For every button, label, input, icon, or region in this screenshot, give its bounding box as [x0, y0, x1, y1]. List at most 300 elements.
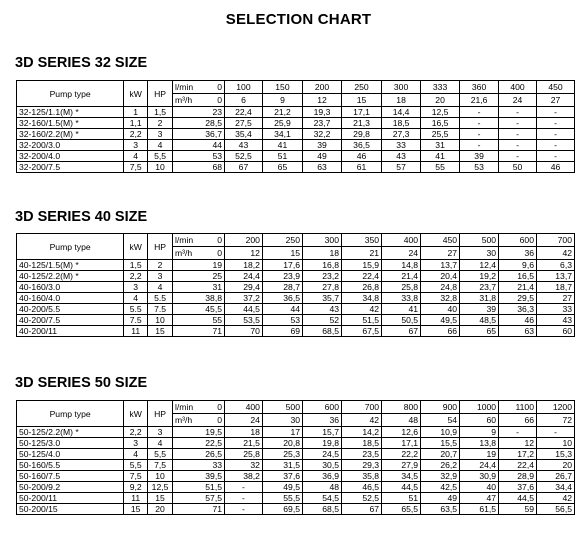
head-value-cell: 33,8 — [382, 293, 421, 304]
table-row — [17, 282, 575, 293]
pump-type-cell: 40-200/11 — [17, 326, 124, 337]
head-value-cell: 29,5 — [499, 293, 537, 304]
pump-type-cell: 50-200/9.2 — [17, 482, 124, 493]
head-value-cell: 52 — [303, 315, 342, 326]
head-value-cell: 65 — [262, 162, 302, 173]
head-value-cell: 23,9 — [262, 271, 302, 282]
head-value-cell: 39 — [460, 151, 499, 162]
flow-m3h-header: 6 — [225, 94, 263, 107]
head-value-cell: 14,8 — [382, 260, 421, 271]
head-value-cell: 44 — [262, 304, 302, 315]
head-value-cell: 31 — [173, 282, 225, 293]
head-value-cell: 12 — [499, 438, 537, 449]
head-value-cell: - — [499, 427, 537, 438]
flow-lmin-header: 100 — [225, 81, 263, 94]
head-value-cell: 13,8 — [460, 438, 499, 449]
table-row — [17, 107, 575, 118]
head-value-cell: 57,5 — [173, 493, 225, 504]
head-value-cell: 46 — [342, 151, 382, 162]
head-value-cell: 50 — [499, 162, 537, 173]
section-title: 3D SERIES 40 SIZE — [15, 209, 148, 225]
head-value-cell: 9,6 — [499, 260, 537, 271]
flow-m3h-header: 54 — [421, 414, 460, 427]
head-value-cell: 17,1 — [382, 438, 421, 449]
flow-lmin-header: 150 — [262, 81, 302, 94]
head-value-cell: 21,4 — [382, 271, 421, 282]
table-row — [17, 260, 575, 271]
head-value-cell: 39 — [460, 304, 499, 315]
head-value-cell: 27,5 — [225, 118, 263, 129]
head-value-cell: 17,2 — [499, 449, 537, 460]
head-value-cell: 23,7 — [303, 118, 342, 129]
table-row — [17, 140, 575, 151]
head-value-cell: 45,5 — [173, 304, 225, 315]
head-value-cell: 16,5 — [499, 271, 537, 282]
head-value-cell: 18,2 — [225, 260, 263, 271]
flow-lmin-header: 400 — [225, 401, 263, 414]
head-value-cell: 50,5 — [382, 315, 421, 326]
flow-unit-label: m³/h — [175, 248, 193, 258]
head-value-cell: 39 — [303, 140, 342, 151]
head-value-cell: 35,7 — [303, 293, 342, 304]
head-value-cell: 49 — [421, 493, 460, 504]
head-value-cell: 19 — [173, 260, 225, 271]
flow-unit-m3h — [173, 94, 225, 107]
head-value-cell: 19,2 — [460, 271, 499, 282]
head-value-cell: 55 — [173, 315, 225, 326]
pump-type-cell: 32-200/4.0 — [17, 151, 124, 162]
head-value-cell: 17,1 — [342, 107, 382, 118]
head-value-cell: 39,5 — [173, 471, 225, 482]
flow-m3h-header: 27 — [421, 247, 460, 260]
flow-lmin-header: 200 — [303, 81, 342, 94]
head-value-cell: 37,6 — [262, 471, 302, 482]
table-row — [17, 326, 575, 337]
head-value-cell: 31,8 — [460, 293, 499, 304]
hp-cell: 3 — [148, 129, 173, 140]
head-value-cell: 34,1 — [262, 129, 302, 140]
head-value-cell: 12,4 — [460, 260, 499, 271]
flow-unit-m3h — [173, 247, 225, 260]
head-value-cell: 56,5 — [537, 504, 575, 515]
head-value-cell: 27,9 — [382, 460, 421, 471]
head-value-cell: 67,5 — [342, 326, 382, 337]
head-value-cell: - — [537, 107, 575, 118]
flow-lmin-header: 450 — [537, 81, 575, 94]
pump-type-cell: 50-200/15 — [17, 504, 124, 515]
flow-m3h-header: 20 — [421, 94, 460, 107]
head-value-cell: 12,5 — [421, 107, 460, 118]
head-value-cell: 65 — [460, 326, 499, 337]
head-value-cell: 66 — [421, 326, 460, 337]
head-value-cell: 59 — [499, 504, 537, 515]
head-value-cell: 27,8 — [303, 282, 342, 293]
head-value-cell: 36,9 — [303, 471, 342, 482]
head-value-cell: 67 — [382, 326, 421, 337]
head-value-cell: 61 — [342, 162, 382, 173]
head-value-cell: 42 — [342, 304, 382, 315]
head-value-cell: 16,5 — [421, 118, 460, 129]
head-value-cell: 31,5 — [262, 460, 302, 471]
flow-unit-label: m³/h — [175, 95, 193, 105]
flow-m3h-header: 36 — [499, 247, 537, 260]
head-value-cell: 28,7 — [262, 282, 302, 293]
table-row — [17, 271, 575, 282]
head-value-cell: - — [537, 151, 575, 162]
head-value-cell: 47 — [460, 493, 499, 504]
head-value-cell: 14,2 — [342, 427, 382, 438]
head-value-cell: 19 — [460, 449, 499, 460]
pump-type-cell: 32-125/1.1(M) * — [17, 107, 124, 118]
head-value-cell: 19,5 — [173, 427, 225, 438]
head-value-cell: 14,4 — [382, 107, 421, 118]
head-value-cell: 22,2 — [382, 449, 421, 460]
head-value-cell: 34,4 — [537, 482, 575, 493]
head-value-cell: - — [460, 129, 499, 140]
flow-lmin-header: 300 — [382, 81, 421, 94]
head-value-cell: 23,7 — [460, 282, 499, 293]
selection-table — [16, 233, 575, 337]
flow-lmin-header: 250 — [342, 81, 382, 94]
head-value-cell: 43 — [537, 315, 575, 326]
head-value-cell: 25,8 — [382, 282, 421, 293]
flow-m3h-header: 12 — [225, 247, 263, 260]
kw-cell: 3 — [124, 282, 148, 293]
hp-cell: 15 — [148, 493, 173, 504]
head-value-cell: 68,5 — [303, 504, 342, 515]
head-value-cell: 52,5 — [342, 493, 382, 504]
head-value-cell: 41 — [421, 151, 460, 162]
flow-m3h-header: 15 — [342, 94, 382, 107]
head-value-cell: 67 — [342, 504, 382, 515]
header-row — [17, 81, 575, 94]
table-row — [17, 427, 575, 438]
flow-m3h-header: 36 — [303, 414, 342, 427]
head-value-cell: 71 — [173, 326, 225, 337]
flow-unit-m3h — [173, 414, 225, 427]
head-value-cell: 51,5 — [173, 482, 225, 493]
head-value-cell: 38,8 — [173, 293, 225, 304]
head-value-cell: 27 — [537, 293, 575, 304]
pump-type-cell: 40-160/4.0 — [17, 293, 124, 304]
column-header-hp: HP — [148, 81, 173, 107]
flow-value: 0 — [217, 402, 222, 412]
flow-value: 0 — [217, 248, 222, 258]
head-value-cell: 10 — [537, 438, 575, 449]
kw-cell: 7,5 — [124, 471, 148, 482]
head-value-cell: 69 — [262, 326, 302, 337]
hp-cell: 15 — [148, 326, 173, 337]
head-value-cell: 21,5 — [225, 438, 263, 449]
page-title: SELECTION CHART — [225, 11, 372, 28]
head-value-cell: 53 — [173, 151, 225, 162]
head-value-cell: 25 — [173, 271, 225, 282]
flow-unit-label: l/min — [175, 235, 194, 245]
column-header-pump: Pump type — [17, 401, 124, 427]
head-value-cell: 19,3 — [303, 107, 342, 118]
kw-cell: 2,2 — [124, 129, 148, 140]
head-value-cell: 46 — [537, 162, 575, 173]
head-value-cell: 20 — [537, 460, 575, 471]
kw-cell: 7.5 — [124, 315, 148, 326]
head-value-cell: 15,9 — [342, 260, 382, 271]
head-value-cell: - — [460, 107, 499, 118]
hp-cell: 10 — [148, 471, 173, 482]
pump-type-cell: 32-160/1.5(M) * — [17, 118, 124, 129]
selection-table — [16, 400, 575, 515]
pump-type-cell: 50-125/2.2(M) * — [17, 427, 124, 438]
pump-type-cell: 40-125/2.2(M) * — [17, 271, 124, 282]
hp-cell: 3 — [148, 427, 173, 438]
head-value-cell: 26,2 — [421, 460, 460, 471]
flow-lmin-header: 400 — [382, 234, 421, 247]
head-value-cell: 30,5 — [303, 460, 342, 471]
head-value-cell: - — [499, 118, 537, 129]
hp-cell: 5,5 — [148, 449, 173, 460]
table-row — [17, 118, 575, 129]
flow-lmin-header: 700 — [342, 401, 382, 414]
head-value-cell: 32,2 — [303, 129, 342, 140]
head-value-cell: 23,2 — [303, 271, 342, 282]
flow-m3h-header: 24 — [382, 247, 421, 260]
flow-lmin-header: 1000 — [460, 401, 499, 414]
flow-unit-lmin — [173, 401, 225, 414]
flow-lmin-header: 250 — [262, 234, 302, 247]
head-value-cell: 40 — [421, 304, 460, 315]
head-value-cell: 69,5 — [262, 504, 302, 515]
head-value-cell: 37,2 — [225, 293, 263, 304]
head-value-cell: 40 — [460, 482, 499, 493]
flow-lmin-header: 500 — [262, 401, 302, 414]
head-value-cell: 32 — [225, 460, 263, 471]
head-value-cell: 52,5 — [225, 151, 263, 162]
table-row — [17, 438, 575, 449]
hp-cell: 4 — [148, 140, 173, 151]
hp-cell: 2 — [148, 118, 173, 129]
flow-lmin-header: 333 — [421, 81, 460, 94]
head-value-cell: 17,6 — [262, 260, 302, 271]
flow-m3h-header: 66 — [499, 414, 537, 427]
head-value-cell: 15,3 — [537, 449, 575, 460]
head-value-cell: 55,5 — [262, 493, 302, 504]
head-value-cell: 26,5 — [173, 449, 225, 460]
flow-m3h-header: 9 — [262, 94, 302, 107]
flow-m3h-header: 42 — [537, 247, 575, 260]
pump-type-cell: 50-160/7.5 — [17, 471, 124, 482]
head-value-cell: 25,9 — [262, 118, 302, 129]
pump-type-cell: 32-200/7.5 — [17, 162, 124, 173]
head-value-cell: 43 — [303, 304, 342, 315]
kw-cell: 4 — [124, 151, 148, 162]
hp-cell: 5.5 — [148, 293, 173, 304]
flow-unit-label: m³/h — [175, 415, 193, 425]
head-value-cell: - — [499, 107, 537, 118]
head-value-cell: 25,5 — [421, 129, 460, 140]
flow-value: 0 — [217, 415, 222, 425]
head-value-cell: - — [225, 493, 263, 504]
head-value-cell: 24,4 — [460, 460, 499, 471]
column-header-pump: Pump type — [17, 81, 124, 107]
head-value-cell: 17 — [262, 427, 302, 438]
kw-cell: 2,2 — [124, 427, 148, 438]
flow-m3h-header: 60 — [460, 414, 499, 427]
head-value-cell: 22,4 — [342, 271, 382, 282]
head-value-cell: 61,5 — [460, 504, 499, 515]
flow-m3h-header: 30 — [460, 247, 499, 260]
head-value-cell: 34,5 — [382, 471, 421, 482]
head-value-cell: 48,5 — [460, 315, 499, 326]
flow-unit-label: l/min — [175, 82, 194, 92]
pump-type-cell: 50-125/4.0 — [17, 449, 124, 460]
head-value-cell: 15,5 — [421, 438, 460, 449]
hp-cell: 5,5 — [148, 151, 173, 162]
head-value-cell: 10,9 — [421, 427, 460, 438]
flow-lmin-header: 450 — [421, 234, 460, 247]
head-value-cell: 29,4 — [225, 282, 263, 293]
head-value-cell: 36,5 — [342, 140, 382, 151]
head-value-cell: 49,5 — [421, 315, 460, 326]
head-value-cell: 37,6 — [499, 482, 537, 493]
head-value-cell: - — [460, 118, 499, 129]
flow-m3h-header: 72 — [537, 414, 575, 427]
head-value-cell: 68 — [173, 162, 225, 173]
flow-unit-lmin — [173, 81, 225, 94]
head-value-cell: 36,3 — [499, 304, 537, 315]
head-value-cell: 44 — [173, 140, 225, 151]
head-value-cell: 42 — [537, 493, 575, 504]
head-value-cell: 6,3 — [537, 260, 575, 271]
hp-cell: 12,5 — [148, 482, 173, 493]
flow-m3h-header: 12 — [303, 94, 342, 107]
kw-cell: 1,5 — [124, 260, 148, 271]
pump-type-cell: 32-200/3.0 — [17, 140, 124, 151]
hp-cell: 7,5 — [148, 460, 173, 471]
head-value-cell: 18,7 — [537, 282, 575, 293]
head-value-cell: 38,2 — [225, 471, 263, 482]
flow-m3h-header: 21,6 — [460, 94, 499, 107]
column-header-kw: kW — [124, 81, 148, 107]
head-value-cell: 48 — [303, 482, 342, 493]
head-value-cell: 22,4 — [499, 460, 537, 471]
pump-type-cell: 40-160/3.0 — [17, 282, 124, 293]
hp-cell: 4 — [148, 282, 173, 293]
head-value-cell: - — [499, 129, 537, 140]
head-value-cell: 20,8 — [262, 438, 302, 449]
head-value-cell: 36,7 — [173, 129, 225, 140]
selection-table — [16, 80, 575, 173]
head-value-cell: 29,3 — [342, 460, 382, 471]
table-row — [17, 482, 575, 493]
flow-value: 0 — [217, 95, 222, 105]
head-value-cell: - — [537, 118, 575, 129]
kw-cell: 1 — [124, 107, 148, 118]
head-value-cell: 28,9 — [499, 471, 537, 482]
head-value-cell: 21,4 — [499, 282, 537, 293]
kw-cell: 7,5 — [124, 162, 148, 173]
flow-m3h-header: 48 — [382, 414, 421, 427]
head-value-cell: 33 — [173, 460, 225, 471]
head-value-cell: 22,4 — [225, 107, 263, 118]
head-value-cell: 41 — [382, 304, 421, 315]
head-value-cell: 41 — [262, 140, 302, 151]
head-value-cell: - — [499, 151, 537, 162]
head-value-cell: 26,8 — [342, 282, 382, 293]
head-value-cell: 9 — [460, 427, 499, 438]
head-value-cell: 18 — [225, 427, 263, 438]
flow-lmin-header: 600 — [303, 401, 342, 414]
flow-lmin-header: 350 — [342, 234, 382, 247]
head-value-cell: 65,5 — [382, 504, 421, 515]
kw-cell: 15 — [124, 504, 148, 515]
head-value-cell: 44,5 — [225, 304, 263, 315]
head-value-cell: - — [537, 140, 575, 151]
flow-m3h-header: 21 — [342, 247, 382, 260]
head-value-cell: 46 — [499, 315, 537, 326]
head-value-cell: - — [460, 140, 499, 151]
head-value-cell: 30,9 — [460, 471, 499, 482]
head-value-cell: 51,5 — [342, 315, 382, 326]
kw-cell: 11 — [124, 493, 148, 504]
column-header-kw: kW — [124, 234, 148, 260]
pump-type-cell: 32-160/2.2(M) * — [17, 129, 124, 140]
flow-lmin-header: 300 — [303, 234, 342, 247]
head-value-cell: 31 — [421, 140, 460, 151]
head-value-cell: 49 — [303, 151, 342, 162]
head-value-cell: 23 — [173, 107, 225, 118]
flow-lmin-header: 360 — [460, 81, 499, 94]
head-value-cell: 34,8 — [342, 293, 382, 304]
head-value-cell: 27,3 — [382, 129, 421, 140]
flow-m3h-header: 18 — [303, 247, 342, 260]
head-value-cell: - — [499, 140, 537, 151]
head-value-cell: 44,5 — [499, 493, 537, 504]
head-value-cell: 24,5 — [303, 449, 342, 460]
head-value-cell: 18,5 — [342, 438, 382, 449]
hp-cell: 10 — [148, 162, 173, 173]
kw-cell: 5,5 — [124, 460, 148, 471]
table-row — [17, 449, 575, 460]
flow-lmin-header: 200 — [225, 234, 263, 247]
head-value-cell: 44,5 — [382, 482, 421, 493]
head-value-cell: 71 — [173, 504, 225, 515]
hp-cell: 2 — [148, 260, 173, 271]
flow-lmin-header: 900 — [421, 401, 460, 414]
head-value-cell: 54,5 — [303, 493, 342, 504]
head-value-cell: 23,5 — [342, 449, 382, 460]
flow-m3h-header: 24 — [225, 414, 263, 427]
flow-m3h-header: 18 — [382, 94, 421, 107]
table-row — [17, 315, 575, 326]
pump-type-cell: 50-125/3.0 — [17, 438, 124, 449]
flow-lmin-header: 1100 — [499, 401, 537, 414]
head-value-cell: 63,5 — [421, 504, 460, 515]
flow-value: 0 — [217, 235, 222, 245]
head-value-cell: 36,5 — [262, 293, 302, 304]
head-value-cell: 53 — [460, 162, 499, 173]
head-value-cell: 43 — [382, 151, 421, 162]
head-value-cell: 19,8 — [303, 438, 342, 449]
head-value-cell: 63 — [303, 162, 342, 173]
head-value-cell: 28,5 — [173, 118, 225, 129]
head-value-cell: 57 — [382, 162, 421, 173]
pump-type-cell: 50-200/11 — [17, 493, 124, 504]
column-header-pump: Pump type — [17, 234, 124, 260]
kw-cell: 4 — [124, 293, 148, 304]
header-row — [17, 234, 575, 247]
flow-m3h-header: 42 — [342, 414, 382, 427]
head-value-cell: 22,5 — [173, 438, 225, 449]
head-value-cell: 67 — [225, 162, 263, 173]
